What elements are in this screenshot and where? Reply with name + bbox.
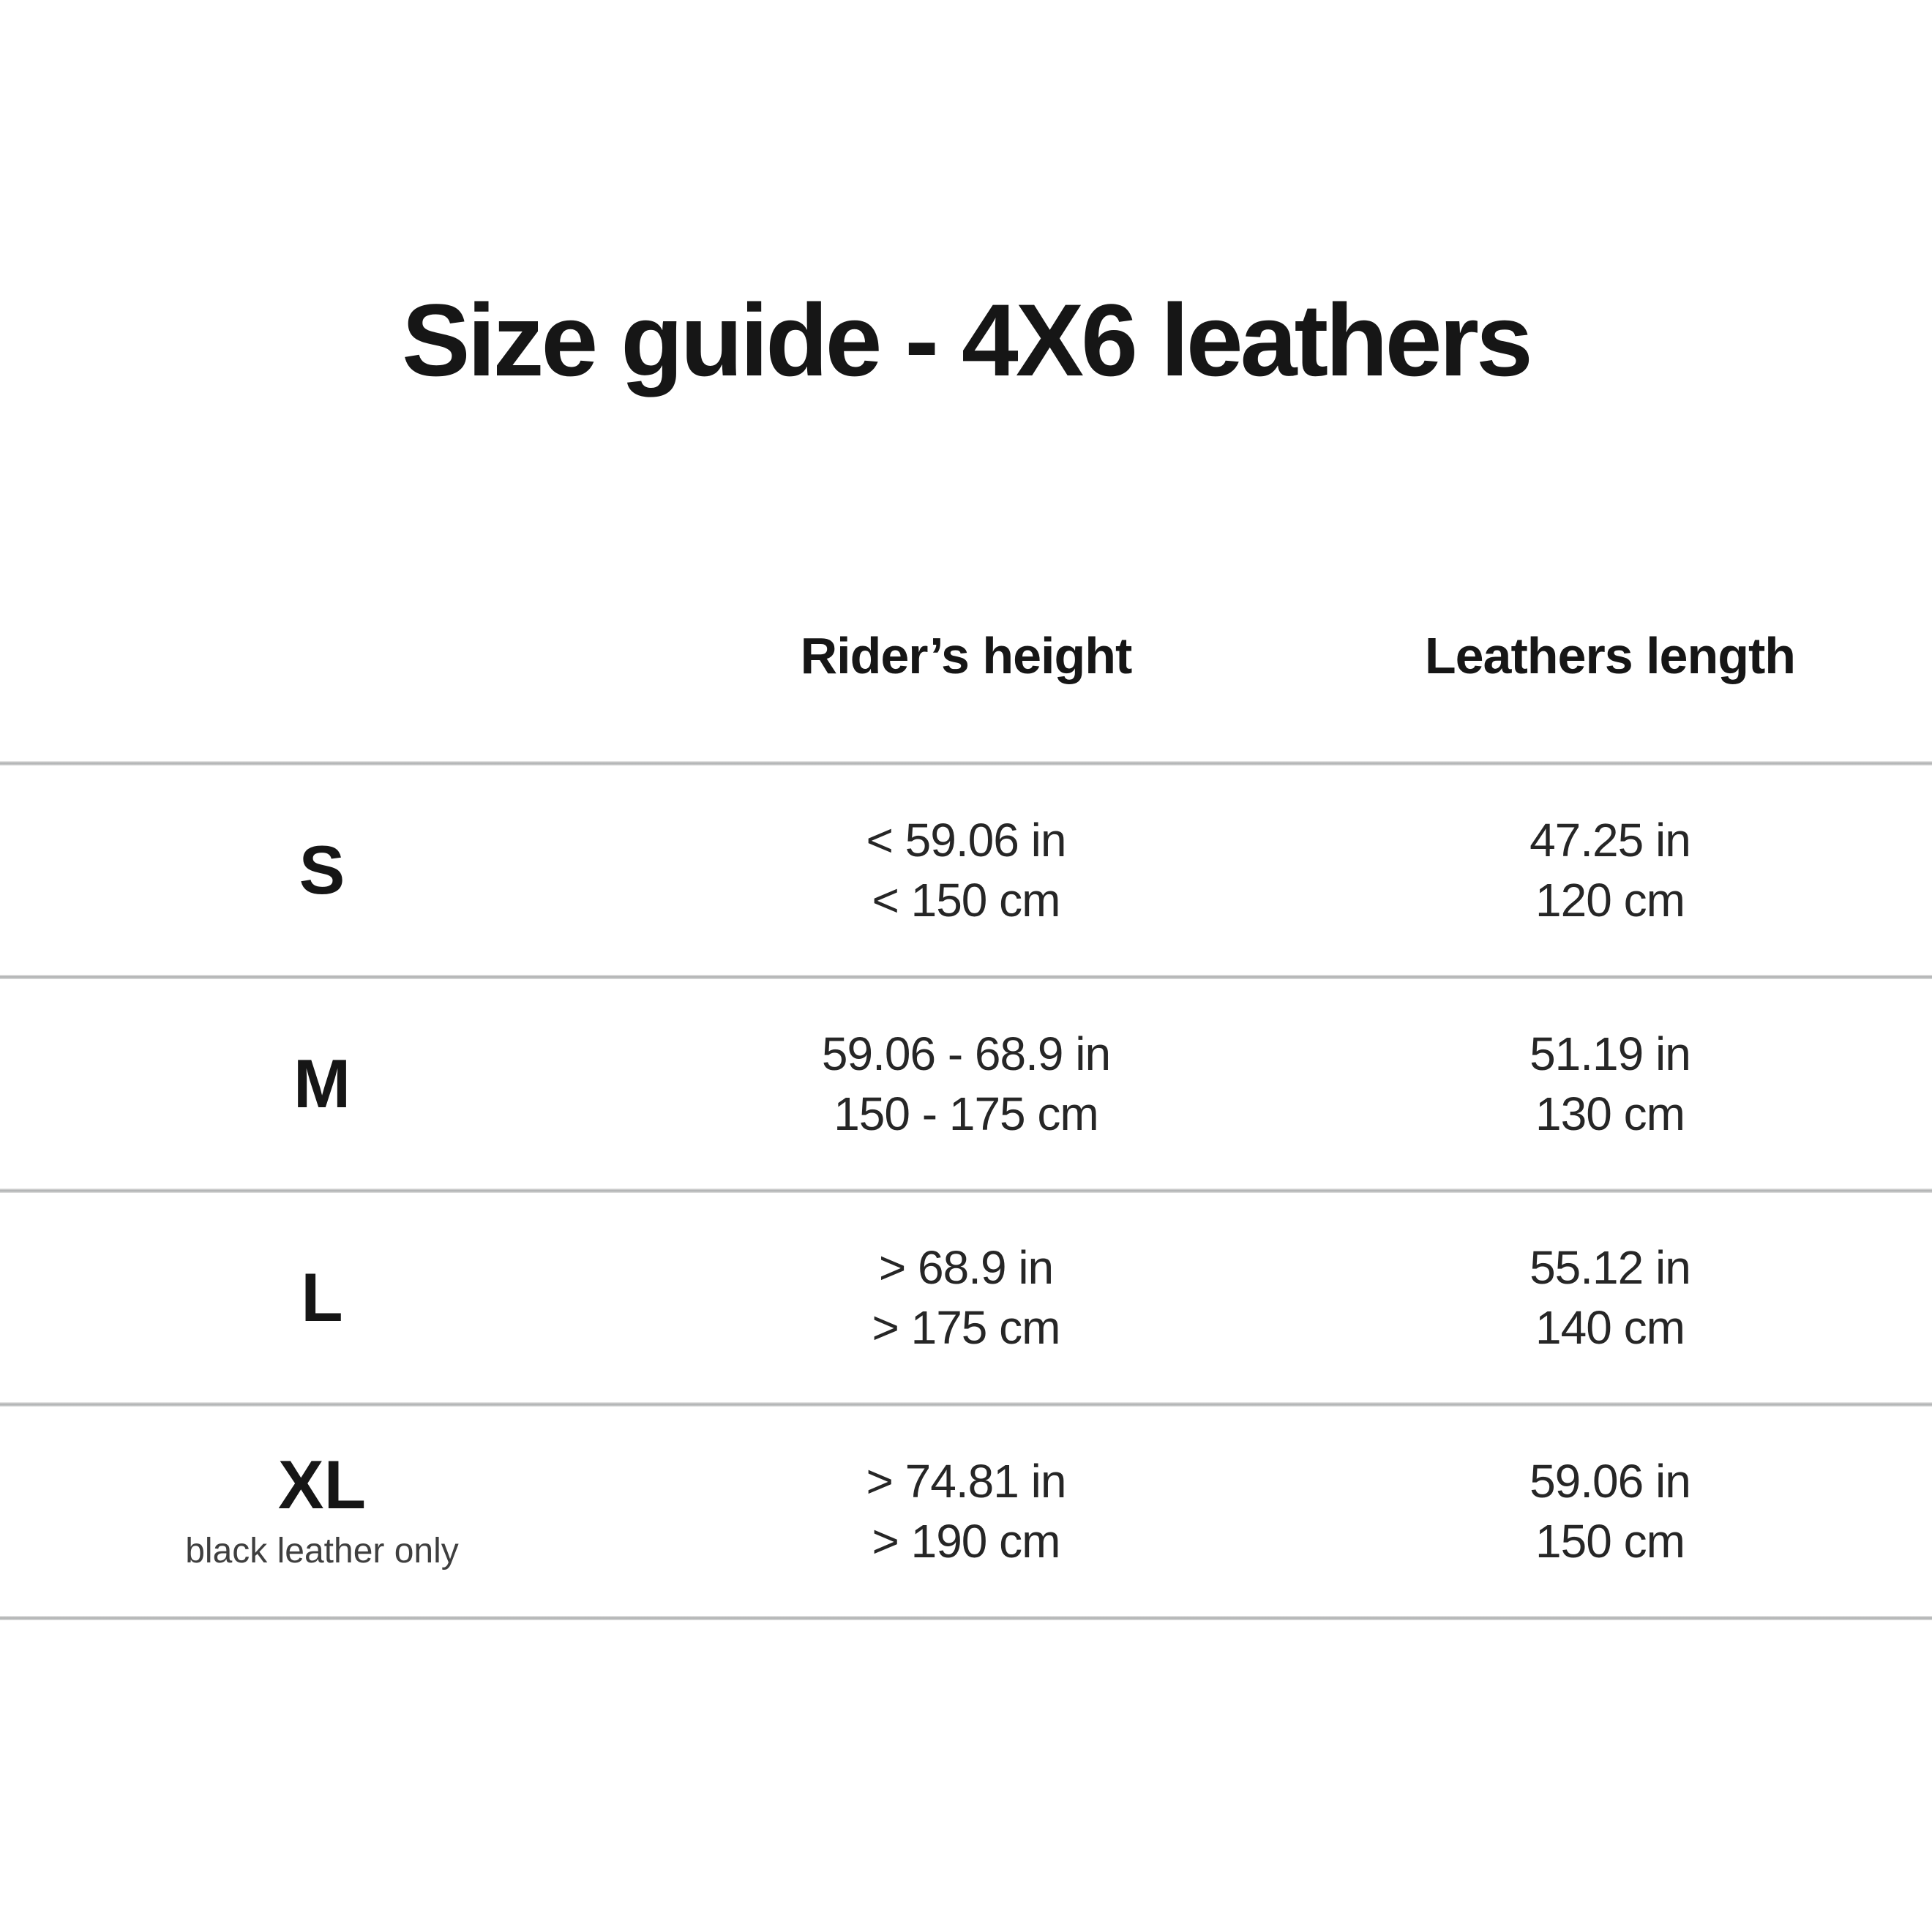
rider-height-cm: < 150 cm [872,874,1060,926]
size-cell [0,831,644,908]
leathers-length-inches: 55.12 in [1530,1241,1690,1294]
rider-height-cm: > 190 cm [872,1515,1060,1568]
column-header-riders-height: Rider’s height [800,627,1132,684]
table-row-xl [0,1407,1932,1616]
leathers-length-inches: 51.19 in [1530,1027,1690,1080]
leathers-length-inches: 47.25 in [1530,814,1690,866]
size-cell [0,1259,644,1336]
table-divider [0,1616,1932,1620]
size-label: XL [277,1446,367,1523]
table-header-row [0,628,1932,684]
column-header-leathers-length: Leathers length [1424,627,1796,684]
size-label: M [293,1045,351,1122]
size-label: L [301,1259,343,1336]
leathers-length-cm: 120 cm [1535,874,1685,926]
rider-height-cell [644,1451,1288,1571]
rider-height-inches: < 59.06 in [866,814,1066,866]
table-row-m [0,979,1932,1188]
page-title: Size guide - 4X6 leathers [402,282,1530,397]
leathers-length-cm: 140 cm [1535,1301,1685,1354]
leathers-length-cell [1288,1238,1932,1358]
header-spacer [0,628,644,684]
rider-height-cm: 150 - 175 cm [834,1087,1098,1140]
rider-height-cell [644,1024,1288,1144]
rider-height-cell [644,1238,1288,1358]
size-cell [0,1045,644,1122]
size-table [0,761,1932,1620]
rider-height-inches: > 68.9 in [878,1241,1054,1294]
table-row-l [0,1193,1932,1402]
size-cell [0,1446,644,1572]
leathers-length-cell [1288,1451,1932,1571]
leathers-length-cm: 150 cm [1535,1515,1685,1568]
leathers-length-cell [1288,810,1932,930]
rider-height-inches: 59.06 - 68.9 in [821,1027,1111,1080]
table-row-s [0,765,1932,975]
size-label: S [299,831,345,908]
size-note: black leather only [185,1532,459,1570]
rider-height-cm: > 175 cm [872,1301,1060,1354]
leathers-length-cm: 130 cm [1535,1087,1685,1140]
rider-height-cell [644,810,1288,930]
leathers-length-inches: 59.06 in [1530,1455,1690,1508]
leathers-length-cell [1288,1024,1932,1144]
rider-height-inches: > 74.81 in [866,1455,1066,1508]
